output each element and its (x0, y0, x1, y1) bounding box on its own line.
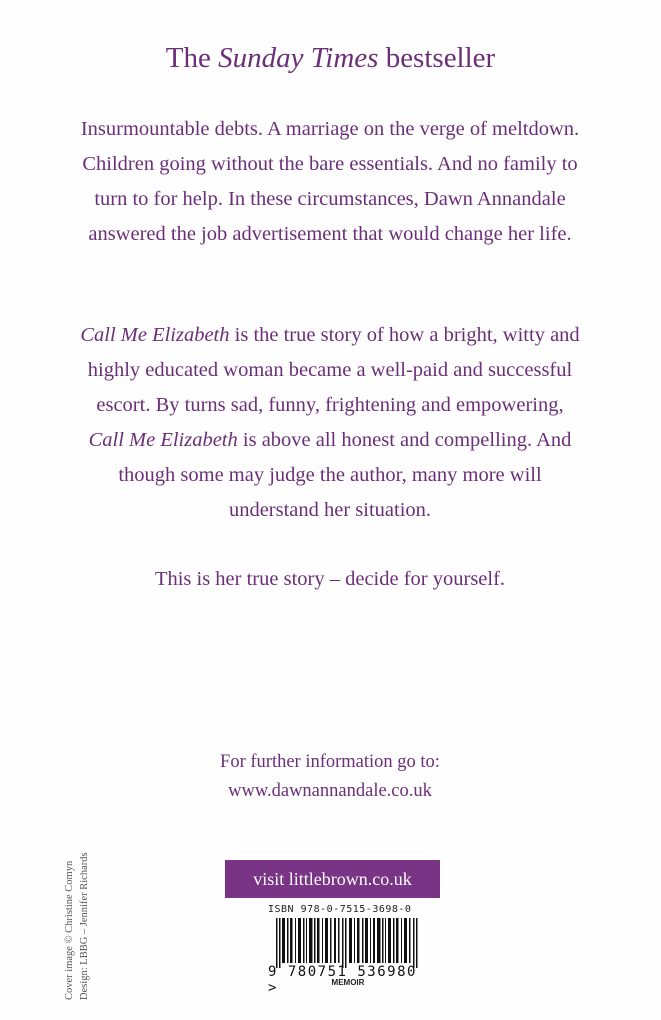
blurb-paragraph-1: Insurmountable debts. A marriage on the verge of meltdown. Children going without the bare essentials. And no family to turn to for help. In these circumstances, Dawn Annandale answered the job advertisement that would change her life. (80, 118, 580, 245)
category-label: MEMOIR (331, 978, 365, 987)
info-label: For further information go to: (220, 752, 440, 772)
further-info (180, 748, 480, 806)
design-credit: Design: LBBG – Jennifer Richards (79, 852, 90, 1000)
barcode-icon (276, 918, 418, 968)
blurb-text: is the true story of how a bright, witty and highly educated woman became a well-paid and successful escort. By turns sad, funny, frightening and empowering, (87, 324, 580, 416)
book-title: Call Me Elizabeth (80, 324, 230, 346)
blurb-paragraph-3: This is her true story – decide for yourself. (154, 568, 506, 590)
barcode-block (268, 904, 428, 996)
blurb-paragraph-2 (80, 318, 580, 528)
isbn-text: ISBN 978-0-7515-3698-0 (268, 904, 412, 915)
cover-image-credit: Cover image © Christine Comyn (64, 860, 75, 1000)
barcode-digits: 9 780751 536980 > (268, 964, 417, 996)
book-title: Call Me Elizabeth (88, 429, 238, 451)
headline-suffix: bestseller (385, 42, 496, 74)
publisher-website-button[interactable]: visit littlebrown.co.uk (225, 860, 440, 898)
headline-newspaper: Sunday Times (218, 42, 379, 74)
author-website-link[interactable]: www.dawnannandale.co.uk (228, 781, 432, 801)
headline (0, 38, 661, 78)
credits (62, 800, 92, 1000)
blurb-text: is above all honest and compelling. And though some may judge the author, many more will understand her situation. (118, 429, 572, 521)
headline-prefix: The (165, 42, 211, 74)
